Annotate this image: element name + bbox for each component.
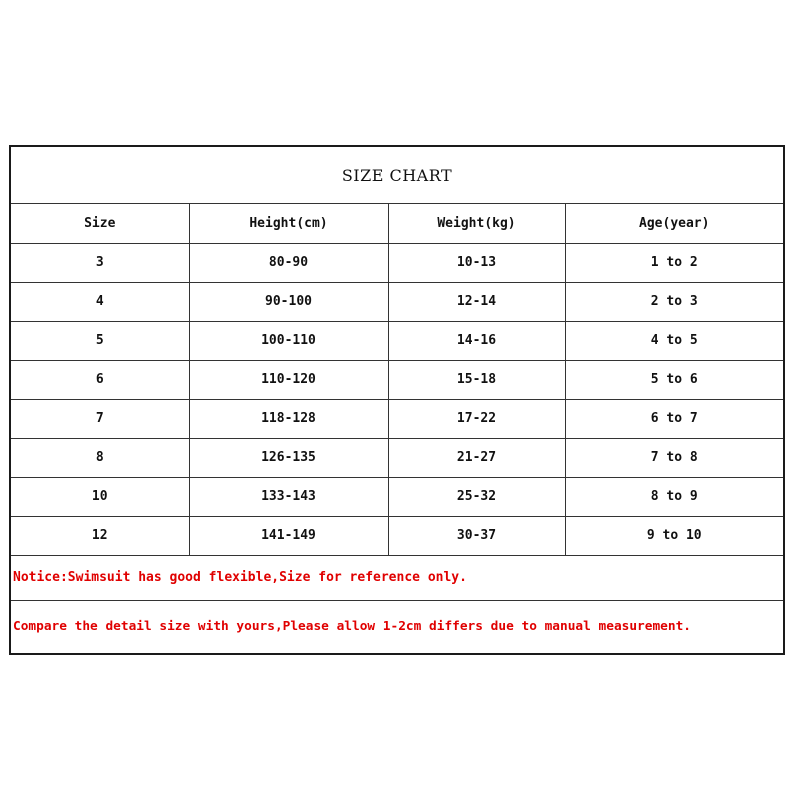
cell-height: 118-128 [189, 399, 388, 438]
table-row [11, 321, 783, 360]
header-height: Height(cm) [189, 204, 388, 243]
cell-weight: 17-22 [388, 399, 565, 438]
cell-weight: 25-32 [388, 477, 565, 516]
cell-age: 1 to 2 [565, 243, 783, 282]
notice-flexible: Notice:Swimsuit has good flexible,Size for reference only. [11, 556, 783, 601]
cell-weight: 12-14 [388, 282, 565, 321]
cell-age: 9 to 10 [565, 516, 783, 555]
cell-height: 100-110 [189, 321, 388, 360]
cell-age: 6 to 7 [565, 399, 783, 438]
cell-weight: 14-16 [388, 321, 565, 360]
cell-height: 110-120 [189, 360, 388, 399]
cell-size: 4 [11, 282, 189, 321]
cell-weight: 10-13 [388, 243, 565, 282]
cell-height: 80-90 [189, 243, 388, 282]
notice-measurement: Compare the detail size with yours,Please allow 1-2cm differs due to manual measurement. [13, 619, 691, 635]
table-row [11, 438, 783, 477]
cell-height: 133-143 [189, 477, 388, 516]
header-weight: Weight(kg) [388, 204, 565, 243]
cell-age: 4 to 5 [565, 321, 783, 360]
cell-weight: 21-27 [388, 438, 565, 477]
table-row [11, 516, 783, 555]
table-row [11, 282, 783, 321]
cell-size: 6 [11, 360, 189, 399]
table-row [11, 477, 783, 516]
cell-size: 8 [11, 438, 189, 477]
chart-title: SIZE CHART [11, 147, 783, 204]
size-table [11, 204, 783, 556]
cell-height: 90-100 [189, 282, 388, 321]
header-age: Age(year) [565, 204, 783, 243]
cell-age: 5 to 6 [565, 360, 783, 399]
table-row [11, 243, 783, 282]
cell-size: 5 [11, 321, 189, 360]
cell-age: 7 to 8 [565, 438, 783, 477]
table-row [11, 399, 783, 438]
cell-size: 12 [11, 516, 189, 555]
cell-weight: 15-18 [388, 360, 565, 399]
cell-age: 8 to 9 [565, 477, 783, 516]
table-row [11, 360, 783, 399]
cell-size: 7 [11, 399, 189, 438]
cell-age: 2 to 3 [565, 282, 783, 321]
cell-weight: 30-37 [388, 516, 565, 555]
cell-size: 3 [11, 243, 189, 282]
cell-height: 126-135 [189, 438, 388, 477]
table-header-row [11, 204, 783, 243]
size-chart [9, 145, 785, 655]
header-size: Size [11, 204, 189, 243]
cell-height: 141-149 [189, 516, 388, 555]
cell-size: 10 [11, 477, 189, 516]
